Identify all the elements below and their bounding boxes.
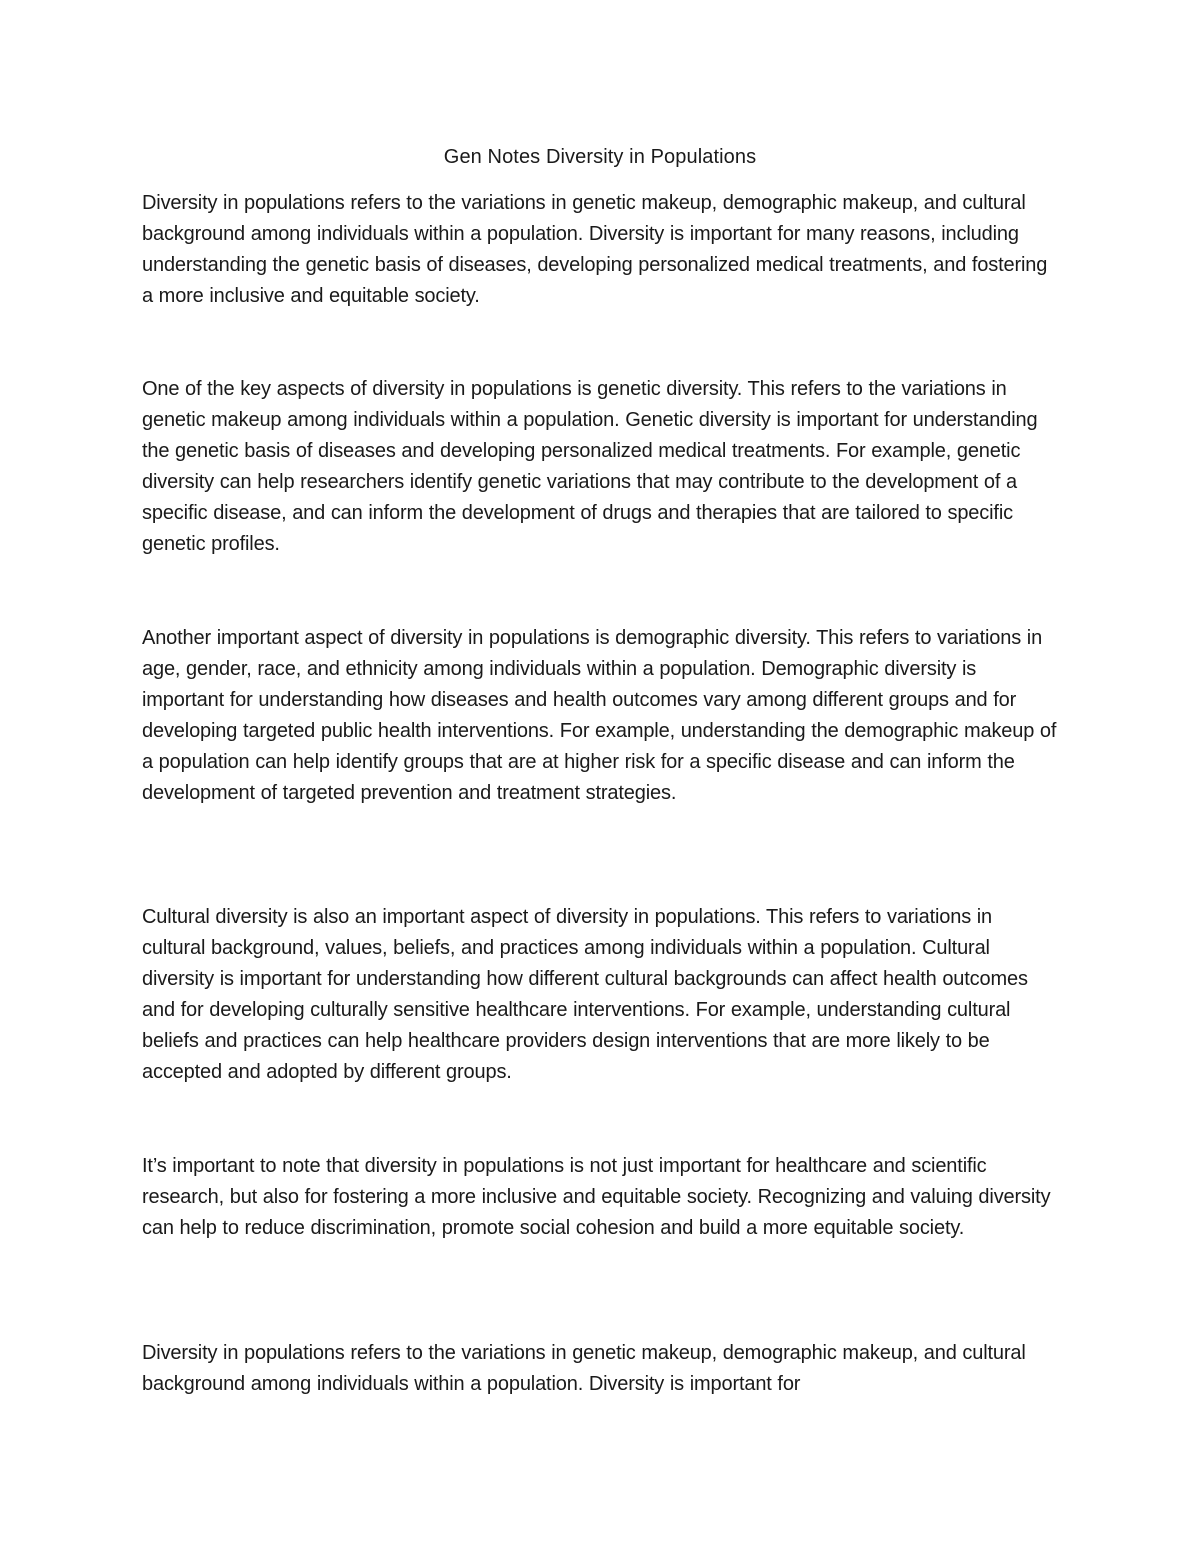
- document-title: Gen Notes Diversity in Populations: [443, 146, 757, 168]
- paragraph-overview: Diversity in populations refers to the variations in genetic makeup, demographic makeup, and cultural background among individuals within a population. Diversity is important for many reasons, including understanding the genetic basis of diseases, developing personalized medical treatments, and fostering a more inclusive and equitable society.: [142, 192, 1048, 307]
- paragraph-genetic-diversity: One of the key aspects of diversity in populations is genetic diversity. This refers to the variations in genetic makeup among individuals within a population. Genetic diversity is important for understanding the genetic basis of diseases and developing personalized medical treatments. For example, genetic diversity can help researchers identify genetic variations that may contribute to the development of a specific disease, and can inform the development of drugs and therapies that are tailored to specific genetic profiles.: [142, 378, 1038, 555]
- paragraph-demographic-diversity: Another important aspect of diversity in populations is demographic diversity. This refers to variations in age, gender, race, and ethnicity among individuals within a population. Demographic diversity is important for understanding how diseases and health outcomes vary among different groups and for developing targeted public health interventions. For example, understanding the demographic makeup of a population can help identify groups that are at higher risk for a specific disease and can inform the development of targeted prevention and treatment strategies.: [142, 627, 1057, 804]
- paragraph-overview-repeat: Diversity in populations refers to the variations in genetic makeup, demographic makeup, and cultural background among individuals within a population. Diversity is important for: [142, 1342, 1026, 1395]
- paragraph-cultural-diversity: Cultural diversity is also an important aspect of diversity in populations. This refers to variations in cultural background, values, beliefs, and practices among individuals within a population. Cultural diversity is important for understanding how different cultural backgrounds can affect health outcomes and for developing culturally sensitive healthcare interventions. For example, understanding cultural beliefs and practices can help healthcare providers design interventions that are more likely to be accepted and adopted by different groups.: [142, 906, 1028, 1083]
- paragraph-society: It’s important to note that diversity in populations is not just important for healthcare and scientific research, but also for fostering a more inclusive and equitable society. Recognizing and valuing diversity can help to reduce discrimination, promote social cohesion and build a more equitable society.: [142, 1155, 1051, 1239]
